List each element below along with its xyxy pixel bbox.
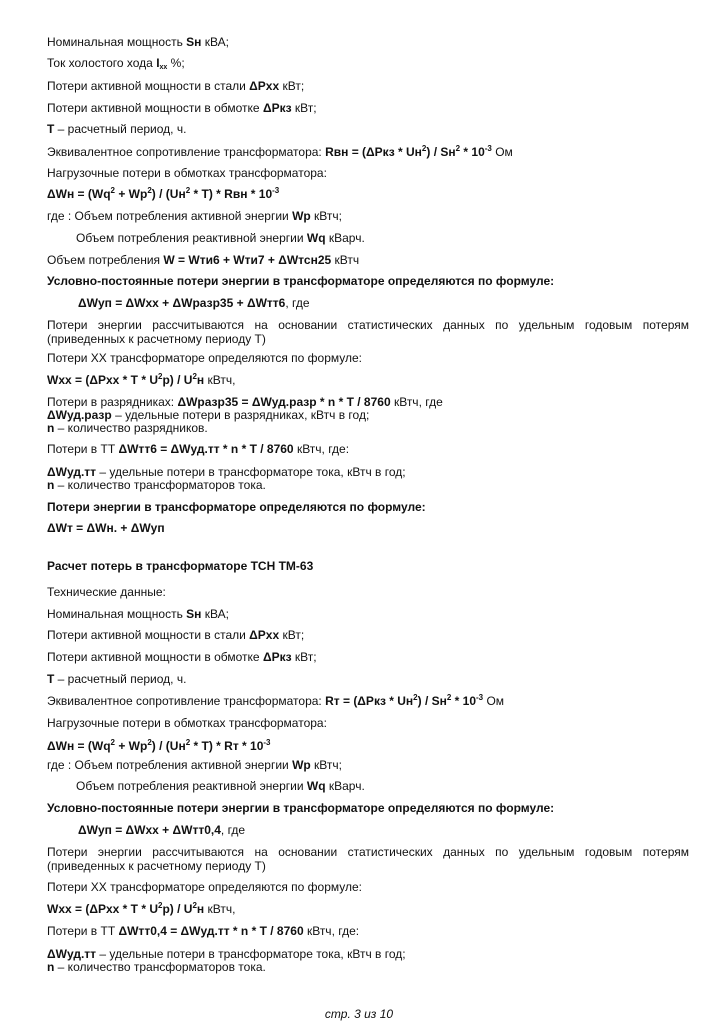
nominal-power-line: Номинальная мощность Sн кВА; bbox=[47, 35, 229, 49]
transformer-losses-formula: ΔWт = ΔWн. + ΔWуп bbox=[47, 521, 165, 535]
steel-loss-line: Потери активной мощности в стали ΔPxx кВт; bbox=[47, 79, 305, 93]
active-energy-line: где : Объем потребления активной энергии Wp кВтч; bbox=[47, 209, 342, 223]
ct-specific-line: ΔWуд.тт – удельные потери в трансформаторе тока, кВтч в год; bbox=[47, 465, 406, 479]
statistical-note-2: Потери энергии рассчитываются на основании статистических данных по удельным годовым потерям (приведенных к расчетному периоду T) bbox=[47, 845, 689, 873]
equivalent-resistance-line-2: Эквивалентное сопротивление трансформатора: Rт = $(\Delta Pкз * Uн^2) / Sн^2 * 10^{-3}$ Ом bbox=[47, 693, 505, 708]
load-losses-formula: $\Delta Wн = (Wq^2 + Wp^2) / (Uн^2 * T)$ * Rвн * $10^{-3}$ bbox=[47, 186, 280, 201]
period-line-2: T – расчетный период, ч. bbox=[47, 672, 187, 686]
const-losses-heading: Условно-постоянные потери энергии в трансформаторе определяются по формуле: bbox=[47, 274, 555, 288]
transformer-losses-heading: Потери энергии в трансформаторе определяются по формуле: bbox=[47, 500, 426, 514]
period-line: T – расчетный период, ч. bbox=[47, 122, 187, 136]
ct-count-line: n – количество трансформаторов тока. bbox=[47, 478, 266, 492]
winding-loss-line: Потери активной мощности в обмотке ΔPкз кВт; bbox=[47, 101, 317, 115]
arrester-count-line: n – количество разрядников. bbox=[47, 421, 208, 435]
ct-specific-line-2: ΔWуд.тт – удельные потери в трансформаторе тока, кВтч в год; bbox=[47, 947, 406, 961]
nominal-power-line-2: Номинальная мощность Sн кВА; bbox=[47, 607, 229, 621]
arrester-specific-line: ΔWуд.разр – удельные потери в разрядниках, кВтч в год; bbox=[47, 408, 370, 422]
reactive-energy-line-2: Объем потребления реактивной энергии Wq кВарч. bbox=[76, 779, 365, 793]
steel-loss-line-2: Потери активной мощности в стали ΔPxx кВт; bbox=[47, 628, 305, 642]
no-load-formula-2: Wxx = (ΔPxx * T * $U^2p) / U^2н$ кВтч, bbox=[47, 901, 236, 916]
no-load-formula: Wxx = (ΔPxx * T * $U^2p) / U^2н$ кВтч, bbox=[47, 372, 236, 387]
const-losses-heading-2: Условно-постоянные потери энергии в трансформаторе определяются по формуле: bbox=[47, 801, 555, 815]
no-load-label: Потери XX трансформаторе определяются по формуле: bbox=[47, 351, 363, 365]
load-losses-formula-2: $\Delta Wн = (Wq^2 + Wp^2) / (Uн^2 * T)$ * Rт * $10^{-3}$ bbox=[47, 738, 271, 753]
const-losses-formula: ΔWуп = ΔWxx + ΔWразр35 + ΔWтт6, где bbox=[78, 296, 310, 310]
const-losses-formula-2: ΔWуп = ΔWxx + ΔWтт0,4, где bbox=[78, 823, 246, 837]
equivalent-resistance-line: Эквивалентное сопротивление трансформатора: Rвн = $(\Delta Pкз * Uн^2) / Sн^2 * 10^{-3}$ Ом bbox=[47, 144, 513, 159]
no-load-current-line: Ток холостого хода $I_{xx}$ %; bbox=[47, 56, 185, 71]
tech-data-label: Технические данные: bbox=[47, 585, 166, 599]
total-consumption-line: Объем потребления W = Wти6 + Wти7 + ΔWтсн25 кВтч bbox=[47, 253, 360, 267]
arrester-losses-line: Потери в разрядниках: ΔWразр35 = ΔWуд.разр * n * T / 8760 кВтч, где bbox=[47, 395, 443, 409]
ct-losses-line-2: Потери в ТТ ΔWтт0,4 = ΔWуд.тт * n * T / 8760 кВтч, где: bbox=[47, 924, 360, 938]
load-losses-label-2: Нагрузочные потери в обмотках трансформатора: bbox=[47, 716, 327, 730]
statistical-note: Потери энергии рассчитываются на основании статистических данных по удельным годовым потерям (приведенных к расчетному периоду T) bbox=[47, 318, 689, 346]
page-number: стр. 3 из 10 bbox=[324, 1007, 394, 1021]
ct-losses-line: Потери в ТТ ΔWтт6 = ΔWуд.тт * n * T / 8760 кВтч, где: bbox=[47, 442, 350, 456]
active-energy-line-2: где : Объем потребления активной энергии Wp кВтч; bbox=[47, 758, 342, 772]
winding-loss-line-2: Потери активной мощности в обмотке ΔPкз кВт; bbox=[47, 650, 317, 664]
tsn-section-heading: Расчет потерь в трансформаторе ТСН ТМ-63 bbox=[47, 559, 314, 573]
no-load-label-2: Потери XX трансформаторе определяются по формуле: bbox=[47, 880, 363, 894]
reactive-energy-line: Объем потребления реактивной энергии Wq кВарч. bbox=[76, 231, 365, 245]
ct-count-line-2: n – количество трансформаторов тока. bbox=[47, 960, 266, 974]
load-losses-label: Нагрузочные потери в обмотках трансформатора: bbox=[47, 166, 327, 180]
